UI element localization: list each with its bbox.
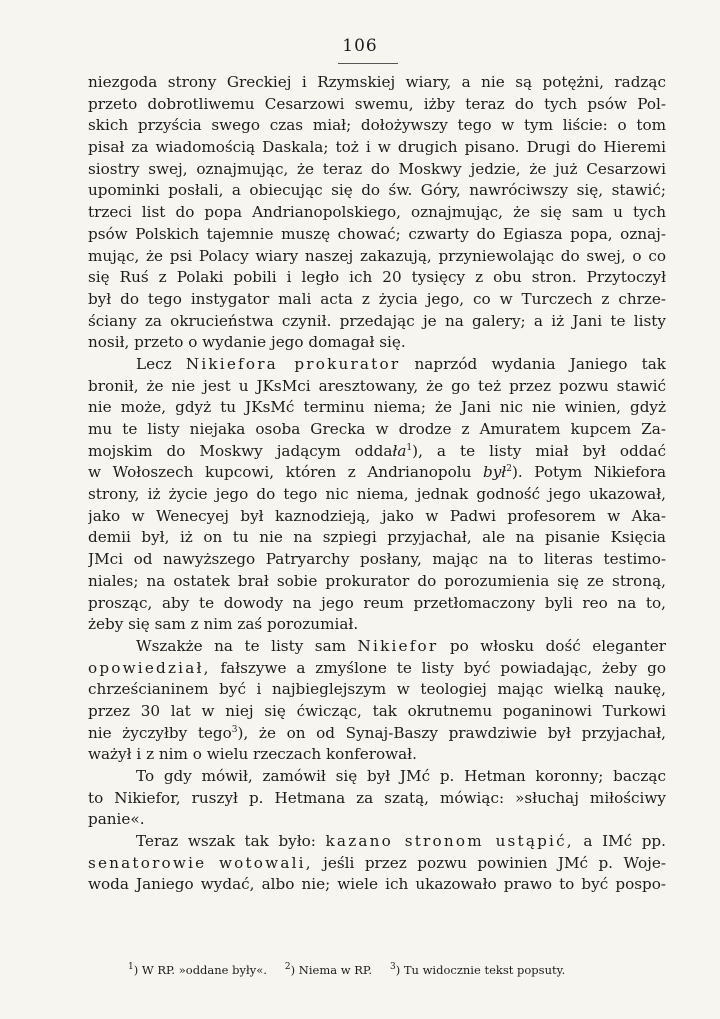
text-line bbox=[88, 701, 666, 723]
text-line bbox=[88, 72, 666, 94]
text-run: To gdy mówił, zamówił się był JMć p. Hetman koronny; bacząc bbox=[136, 767, 666, 785]
text-line bbox=[88, 224, 666, 246]
text-run: a IMć pp. bbox=[573, 832, 666, 851]
text-line bbox=[88, 549, 666, 571]
text-line bbox=[88, 831, 666, 853]
text-run: siostry swej, oznajmując, że teraz do Moskwy jedzie, że już Cesarzowi bbox=[88, 159, 666, 178]
text-run: był bbox=[483, 463, 507, 482]
footnote-mark: 2 bbox=[284, 962, 291, 973]
text-run: JMci od nawyższego Patryarchy posłany, mając na to literas testimo- bbox=[88, 550, 666, 569]
text-line bbox=[88, 267, 666, 289]
text-run: jako w Wenecyej był kaznodzieją, jako w Padwi profesorem w Aka- bbox=[88, 506, 666, 525]
text-run: nie może, gdyż tu JKsMć terminu niema; że Jani nic nie winien, gdyż bbox=[88, 398, 666, 417]
text-line bbox=[88, 202, 666, 224]
text-line bbox=[88, 809, 666, 831]
text-line bbox=[88, 874, 666, 896]
text-line bbox=[88, 376, 666, 398]
text-run: naprzód wydania Janiego tak bbox=[400, 354, 666, 373]
text-run: w Wołoszech kupcowi, któren z Andrianopolu bbox=[88, 463, 483, 482]
text-line bbox=[88, 527, 666, 549]
text-run: niezgoda strony Greckiej i Rzymskiej wiary, a nie są potężni, radząc bbox=[88, 73, 666, 91]
text-run: się Ruś z Polaki pobili i legło ich 20 tysięcy z obu stron. Przytoczył bbox=[88, 268, 666, 287]
text-run: ła bbox=[392, 441, 407, 460]
footnote-reference: 2 bbox=[506, 464, 512, 475]
text-run: kazano stronom ustąpić, bbox=[325, 832, 574, 851]
text-run: był do tego instygator mali acta z życia jego, co w Turczech z chrze- bbox=[88, 289, 666, 308]
text-run: ), a te listy miał był oddać bbox=[412, 441, 666, 460]
text-run: przeto dobrotliwemu Cesarzowi swemu, iżby teraz do tych psów Pol- bbox=[88, 94, 666, 113]
text-line bbox=[88, 506, 666, 528]
text-line bbox=[88, 137, 666, 159]
text-run: mując, że psi Polacy wiary naszej zakazują, przyniewolając do swej, o co bbox=[88, 246, 666, 265]
text-line bbox=[88, 744, 666, 766]
footnote-reference: 3 bbox=[231, 724, 238, 735]
text-run: fałszywe a zmyślone te listy być powiadając, żeby go bbox=[210, 658, 666, 677]
text-run: prosząc, aby te dowody na jego reum przetłomaczony byli reo na to, bbox=[88, 593, 666, 612]
text-run: przez 30 lat w niej się ćwicząc, tak okrutnemu poganinowi Turkowi bbox=[88, 701, 666, 720]
text-line bbox=[88, 419, 666, 441]
text-line bbox=[88, 614, 666, 636]
text-line bbox=[88, 853, 666, 875]
text-line bbox=[88, 441, 666, 463]
text-line bbox=[88, 593, 666, 615]
text-run: senatorowie wotowali, bbox=[88, 853, 313, 872]
text-run: panie«. bbox=[88, 810, 145, 829]
text-run: ściany za okrucieństwa czynił. przedając je na galery; a iż Jani te listy bbox=[88, 311, 666, 330]
footnote-text: ) Tu widocznie tekst popsuty. bbox=[395, 963, 566, 977]
text-line bbox=[88, 289, 666, 311]
text-line bbox=[88, 159, 666, 181]
text-run: po włosku dość eleganter bbox=[438, 636, 666, 655]
text-line bbox=[88, 311, 666, 333]
text-line bbox=[88, 397, 666, 419]
text-line bbox=[88, 571, 666, 593]
text-run: nosił, przeto o wydanie jego domagał się. bbox=[88, 333, 406, 352]
body-text bbox=[88, 72, 666, 896]
footnotes bbox=[128, 963, 648, 977]
text-line bbox=[88, 354, 666, 376]
text-line bbox=[88, 246, 666, 268]
footnote bbox=[285, 963, 372, 977]
text-line bbox=[88, 679, 666, 701]
page-number: 106 bbox=[342, 36, 378, 56]
text-run: upominki posłali, a obiecując się do św. Góry, nawróciwszy się, stawić; bbox=[88, 181, 666, 200]
footnote-reference: 1 bbox=[406, 442, 413, 453]
text-run: mu te listy niejaka osoba Grecka w drodze z Amuratem kupcem Za- bbox=[88, 420, 666, 438]
text-run: psów Polskich tajemnie muszę chować; czwarty do Egiasza popa, oznaj- bbox=[88, 224, 666, 243]
text-line bbox=[88, 115, 666, 137]
text-run: trzeci list do popa Andrianopolskiego, oznajmując, że się sam u tych bbox=[88, 203, 666, 222]
text-line bbox=[88, 462, 666, 484]
page-number-rule bbox=[338, 63, 398, 64]
text-run: Nikiefor bbox=[357, 636, 439, 655]
text-run: mojskim do Moskwy jadącym odda bbox=[88, 441, 393, 460]
text-line bbox=[88, 484, 666, 506]
text-run: skich przyścia swego czas miał; dołożywszy tego w tym liście: o tom bbox=[88, 116, 666, 135]
footnote bbox=[390, 963, 565, 977]
text-run: demii był, iż on tu nie na szpiegi przyjachał, ale na pisanie Księcia bbox=[88, 528, 666, 547]
text-run: jeśli przez pozwu powinien JMć p. Woje- bbox=[312, 853, 666, 872]
text-run: opowiedział, bbox=[88, 658, 211, 677]
text-run: Lecz bbox=[136, 354, 186, 373]
text-line bbox=[88, 332, 666, 354]
text-run: to Nikiefor, ruszył p. Hetmana za szatą, mówiąc: »słuchaj miłościwy bbox=[88, 788, 666, 807]
text-line bbox=[88, 94, 666, 116]
text-run: ). Potym Nikiefora bbox=[511, 463, 666, 482]
text-run: żeby się sam z nim zaś porozumiał. bbox=[88, 615, 359, 634]
text-line bbox=[88, 723, 666, 745]
footnote-mark: 3 bbox=[389, 962, 396, 973]
footnote-text: ) W RP. »oddane były«. bbox=[133, 963, 267, 977]
text-line bbox=[88, 636, 666, 658]
text-run: niales; na ostatek brał sobie prokurator do porozumienia się ze stroną, bbox=[88, 571, 666, 590]
text-run: Wszakże na te listy sam bbox=[136, 636, 358, 655]
text-run: Nikiefora prokurator bbox=[185, 354, 401, 373]
text-run: Teraz wszak tak było: bbox=[136, 832, 326, 851]
text-run: ), że on od Synaj-Baszy prawdziwie był przyjachał, bbox=[237, 723, 666, 742]
text-run: ważył i z nim o wielu rzeczach konferował. bbox=[88, 745, 417, 764]
text-line bbox=[88, 788, 666, 810]
text-run: chrześcianinem być i najbieglejszym w teologiej mając wielką naukę, bbox=[88, 680, 666, 699]
text-run: nie życzyłby tego bbox=[88, 723, 232, 742]
text-line bbox=[88, 658, 666, 680]
text-run: strony, iż życie jego do tego nic niema, jednak godność jego ukazował, bbox=[88, 485, 666, 504]
text-line bbox=[88, 180, 666, 202]
footnote-mark: 1 bbox=[128, 962, 134, 973]
text-line bbox=[88, 766, 666, 788]
footnote-text: ) Niema w RP. bbox=[290, 963, 372, 977]
footnote bbox=[128, 963, 267, 977]
text-run: pisał za wiadomością Daskala; toż i w drugich pisano. Drugi do Hieremi bbox=[88, 138, 666, 157]
text-run: woda Janiego wydać, albo nie; wiele ich ukazowało prawo to być pospo- bbox=[88, 875, 666, 894]
text-run: bronił, że nie jest u JKsMci aresztowany, że go też przez pozwu stawić bbox=[88, 376, 666, 395]
